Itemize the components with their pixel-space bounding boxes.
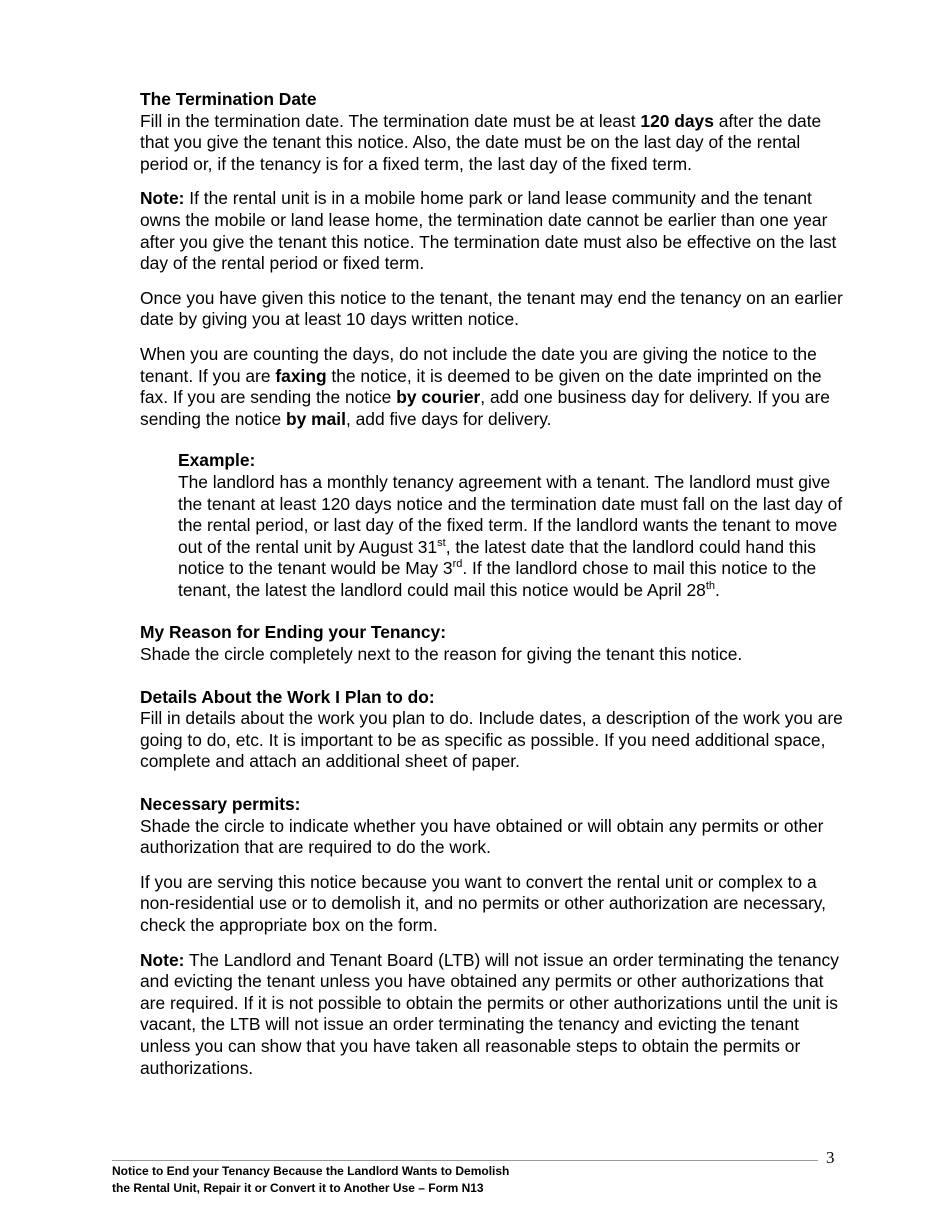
reason-heading: My Reason for Ending your Tenancy: [140, 622, 446, 643]
page-number: 3 [826, 1148, 835, 1167]
counting-days-paragraph: When you are counting the days, do not include the date you are giving the notice to the tenant. If you are faxing the notice, it is deemed to be given on the date imprinted on the fax. If you are sending the notice by courier, add one business day for delivery. If you are sending the notice by mail, add five days for delivery. [140, 343, 830, 429]
permits-heading: Necessary permits: [140, 794, 301, 815]
permits-note: Note: The Landlord and Tenant Board (LTB) will not issue an order terminating the tenancy and evicting the tenant unless you have obtained any permits or other authorizations that are required. If it is not possible to obtain the permits or other authorizations until the unit is vacant, the LTB will not issue an order terminating the tenancy and evicting the tenant unless you can show that you have taken all reasonable steps to obtain the permits or authorizations. [140, 949, 839, 1078]
details-heading: Details About the Work I Plan to do: [140, 686, 435, 707]
termination-date-heading: The Termination Date [140, 89, 317, 109]
page-content [140, 89, 845, 1092]
footer-form-title [112, 1163, 712, 1197]
permits-text: Shade the circle to indicate whether you have obtained or will obtain any permits or other authorization that are required to do the work. [140, 815, 824, 858]
footer-divider [112, 1160, 818, 1161]
termination-date-paragraph: Fill in the termination date. The termination date must be at least 120 days after the date that you give the tenant this notice. Also, the date must be on the last day of the rental period or, if the tenancy is for a fixed term, the last day of the fixed term. [140, 110, 822, 174]
footer-line-2: the Rental Unit, Repair it or Convert it to Another Use – Form N13 [112, 1181, 484, 1195]
reason-text: Shade the circle completely next to the reason for giving the tenant this notice. [140, 644, 743, 665]
footer-line-1: Notice to End your Tenancy Because the Landlord Wants to Demolish [112, 1164, 510, 1178]
example-block [178, 450, 845, 601]
termination-date-note: Note: If the rental unit is in a mobile home park or land lease community and the tenant owns the mobile or land lease home, the termination date cannot be earlier than one year after you give the tenant this notice. The termination date must also be effective on the last day of the rental period or fixed term. [140, 188, 837, 274]
permits-conversion-paragraph: If you are serving this notice because you want to convert the rental unit or complex to a non-residential use or to demolish it, and no permits or other authorization are necessary, check the appropriate box on the form. [140, 871, 827, 935]
details-text: Fill in details about the work you plan to do. Include dates, a description of the work you are going to do, etc. It is important to be as specific as possible. If you need additional space, complete and attach an additional sheet of paper. [140, 708, 843, 772]
example-text: The landlord has a monthly tenancy agreement with a tenant. The landlord must give the tenant at least 120 days notice and the termination date must fall on the last day of the rental period, or last day of the fixed term. If the landlord wants the tenant to move out of the rental unit by August 31st, the latest date that the landlord could hand this notice to the tenant would be May 3rd. If the landlord chose to mail this notice to the tenant, the latest the landlord could mail this notice would be April 28th. [178, 471, 843, 600]
example-heading: Example: [178, 450, 256, 471]
early-end-paragraph: Once you have given this notice to the tenant, the tenant may end the tenancy on an earlier date by giving you at least 10 days written notice. [140, 287, 843, 330]
